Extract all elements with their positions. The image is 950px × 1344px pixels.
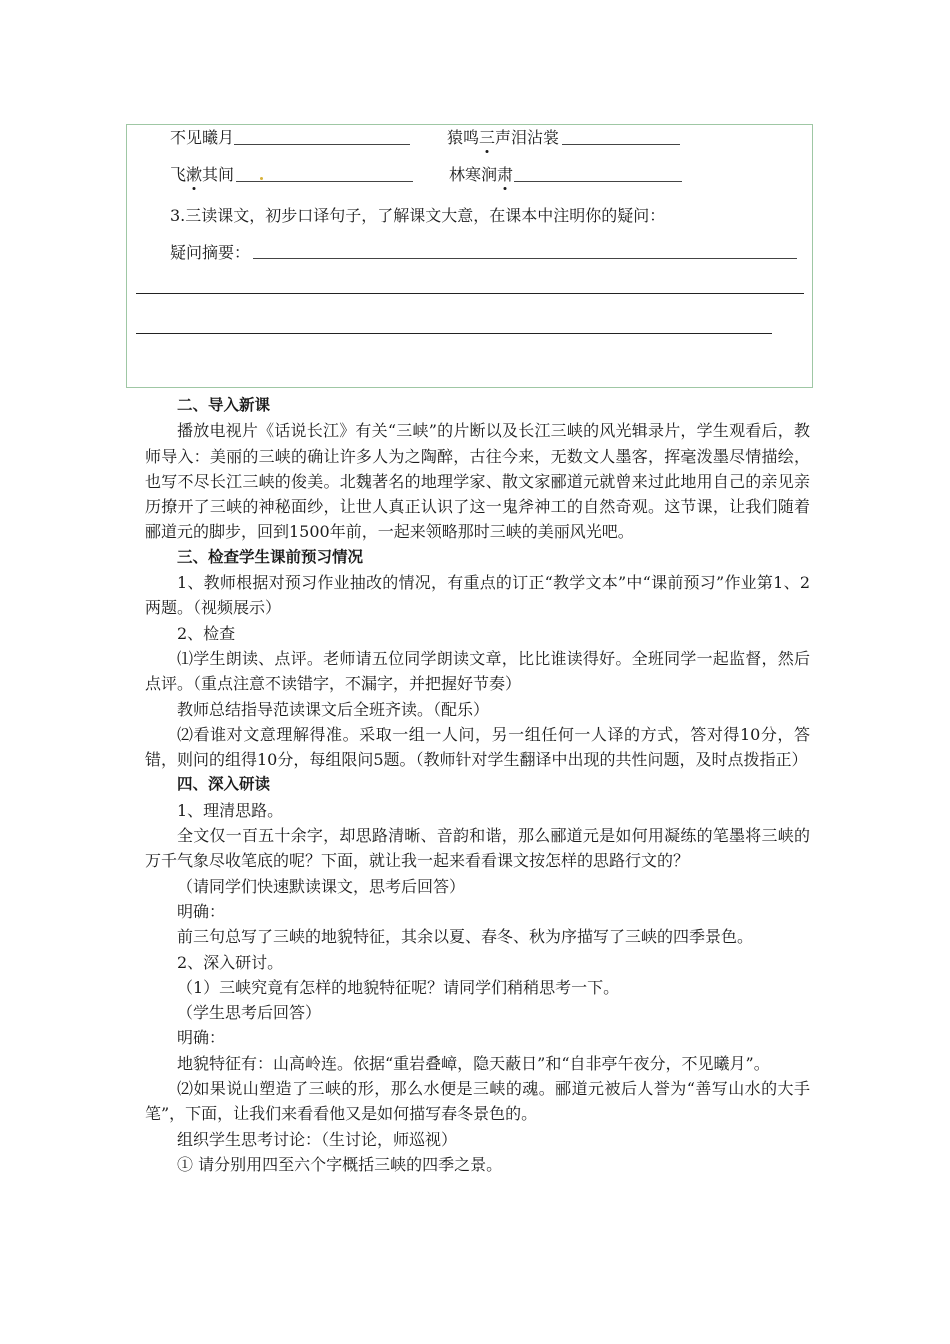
task-3-instruction: 3.三读课文，初步口译句子，了解课文大意，在课本中注明你的疑问： <box>170 206 666 225</box>
paragraph: 2、检查 <box>177 623 236 643</box>
paragraph: 播放电视片《话说长江》有关“三峡”的片断以及长江三峡的风光辑录片，学生观看后，教师导入：美丽的三峡的确让许多人为之陶醉，古往今来，无数文人墨客，挥毫泼墨尽情描绘，也写不尽长江三峡的俊美。北魏著名的地理学家、散文家郦道元就曾来过此地用自己的亲见亲历撩开了三峡的神秘面纱，让世人真正认识了这一鬼斧神工的自然奇观。这节课，让我们随着郦道元的脚步，回到1500年前，一起来领略那时三峡的美丽风光吧。 <box>145 421 810 542</box>
paragraph: ⑵如果说山塑造了三峡的形，那么水便是三峡的魂。郦道元被后人誉为“善写山水的大手笔”，下面，让我们来看看他又是如何描写春冬景色的。 <box>145 1079 810 1124</box>
paragraph: （1）三峡究竟有怎样的地貌特征呢？请同学们稍稍思考一下。 <box>177 977 620 997</box>
paragraph: 组织学生思考讨论：（生讨论，师巡视） <box>177 1129 458 1149</box>
lesson-body <box>145 393 810 1177</box>
answer-rule[interactable] <box>136 333 772 334</box>
item-linhan: 林寒涧肃 <box>449 165 514 184</box>
paragraph: 1、理清思路。 <box>177 800 284 820</box>
item-buxian-xiyue: 不见曦月 <box>170 128 235 147</box>
answer-blank[interactable] <box>514 181 682 182</box>
section-heading: 三、检查学生课前预习情况 <box>177 547 364 566</box>
paragraph: ① 请分别用四至六个字概括三峡的四季之景。 <box>177 1154 503 1174</box>
paragraph: ⑵看谁对文意理解得准。采取一组一人问，另一组任何一人译的方式，答对得10分，答错，则问的组得10分，每组限问5题。（教师针对学生翻译中出现的共性问题，及时点拨指正） <box>145 724 810 770</box>
question-line[interactable] <box>253 258 797 259</box>
paragraph: 地貌特征有：山高岭连。依据“重岩叠嶂，隐天蔽日”和“自非亭午夜分，不见曦月”。 <box>177 1053 770 1073</box>
section-heading: 四、深入研读 <box>177 775 271 794</box>
paragraph: 1、教师根据对预习作业抽改的情况，有重点的订正“教学文本”中“课前预习”作业第1、2两题。（视频展示） <box>145 573 810 618</box>
item-feishu: 飞漱其间 <box>170 165 235 184</box>
paragraph: （学生思考后回答） <box>177 1003 322 1023</box>
answer-blank[interactable] <box>234 144 410 145</box>
section-heading: 二、导入新课 <box>177 396 271 414</box>
paragraph: 前三句总写了三峡的地貌特征，其余以夏、春冬、秋为序描写了三峡的四季景色。 <box>177 927 754 947</box>
paragraph: ⑴学生朗读、点评。老师请五位同学朗读文章，比比谁读得好。全班同学一起监督，然后点评。（重点注意不读错字，不漏字，并把握好节奏） <box>145 648 810 694</box>
item-yuanming: 猿鸣三声泪沾裳 <box>447 128 560 147</box>
answer-rule[interactable] <box>136 293 804 294</box>
paragraph: 全文仅一百五十余字，却思路清晰、音韵和谐，那么郦道元是如何用凝练的笔墨将三峡的万千气象尽收笔底的呢？下面，就让我一起来看看课文按怎样的思路行文的？ <box>145 826 810 871</box>
paragraph: 2、深入研讨。 <box>177 952 284 972</box>
paragraph: 明确： <box>177 1028 226 1048</box>
paragraph: 明确： <box>177 901 226 921</box>
mark-dot <box>260 177 263 180</box>
answer-blank[interactable] <box>562 144 680 145</box>
answer-blank[interactable] <box>236 181 413 182</box>
paragraph: 教师总结指导范读课文后全班齐读。（配乐） <box>177 699 490 719</box>
paragraph: （请同学们快速默读课文，思考后回答） <box>177 876 466 896</box>
question-label: 疑问摘要： <box>170 243 251 262</box>
